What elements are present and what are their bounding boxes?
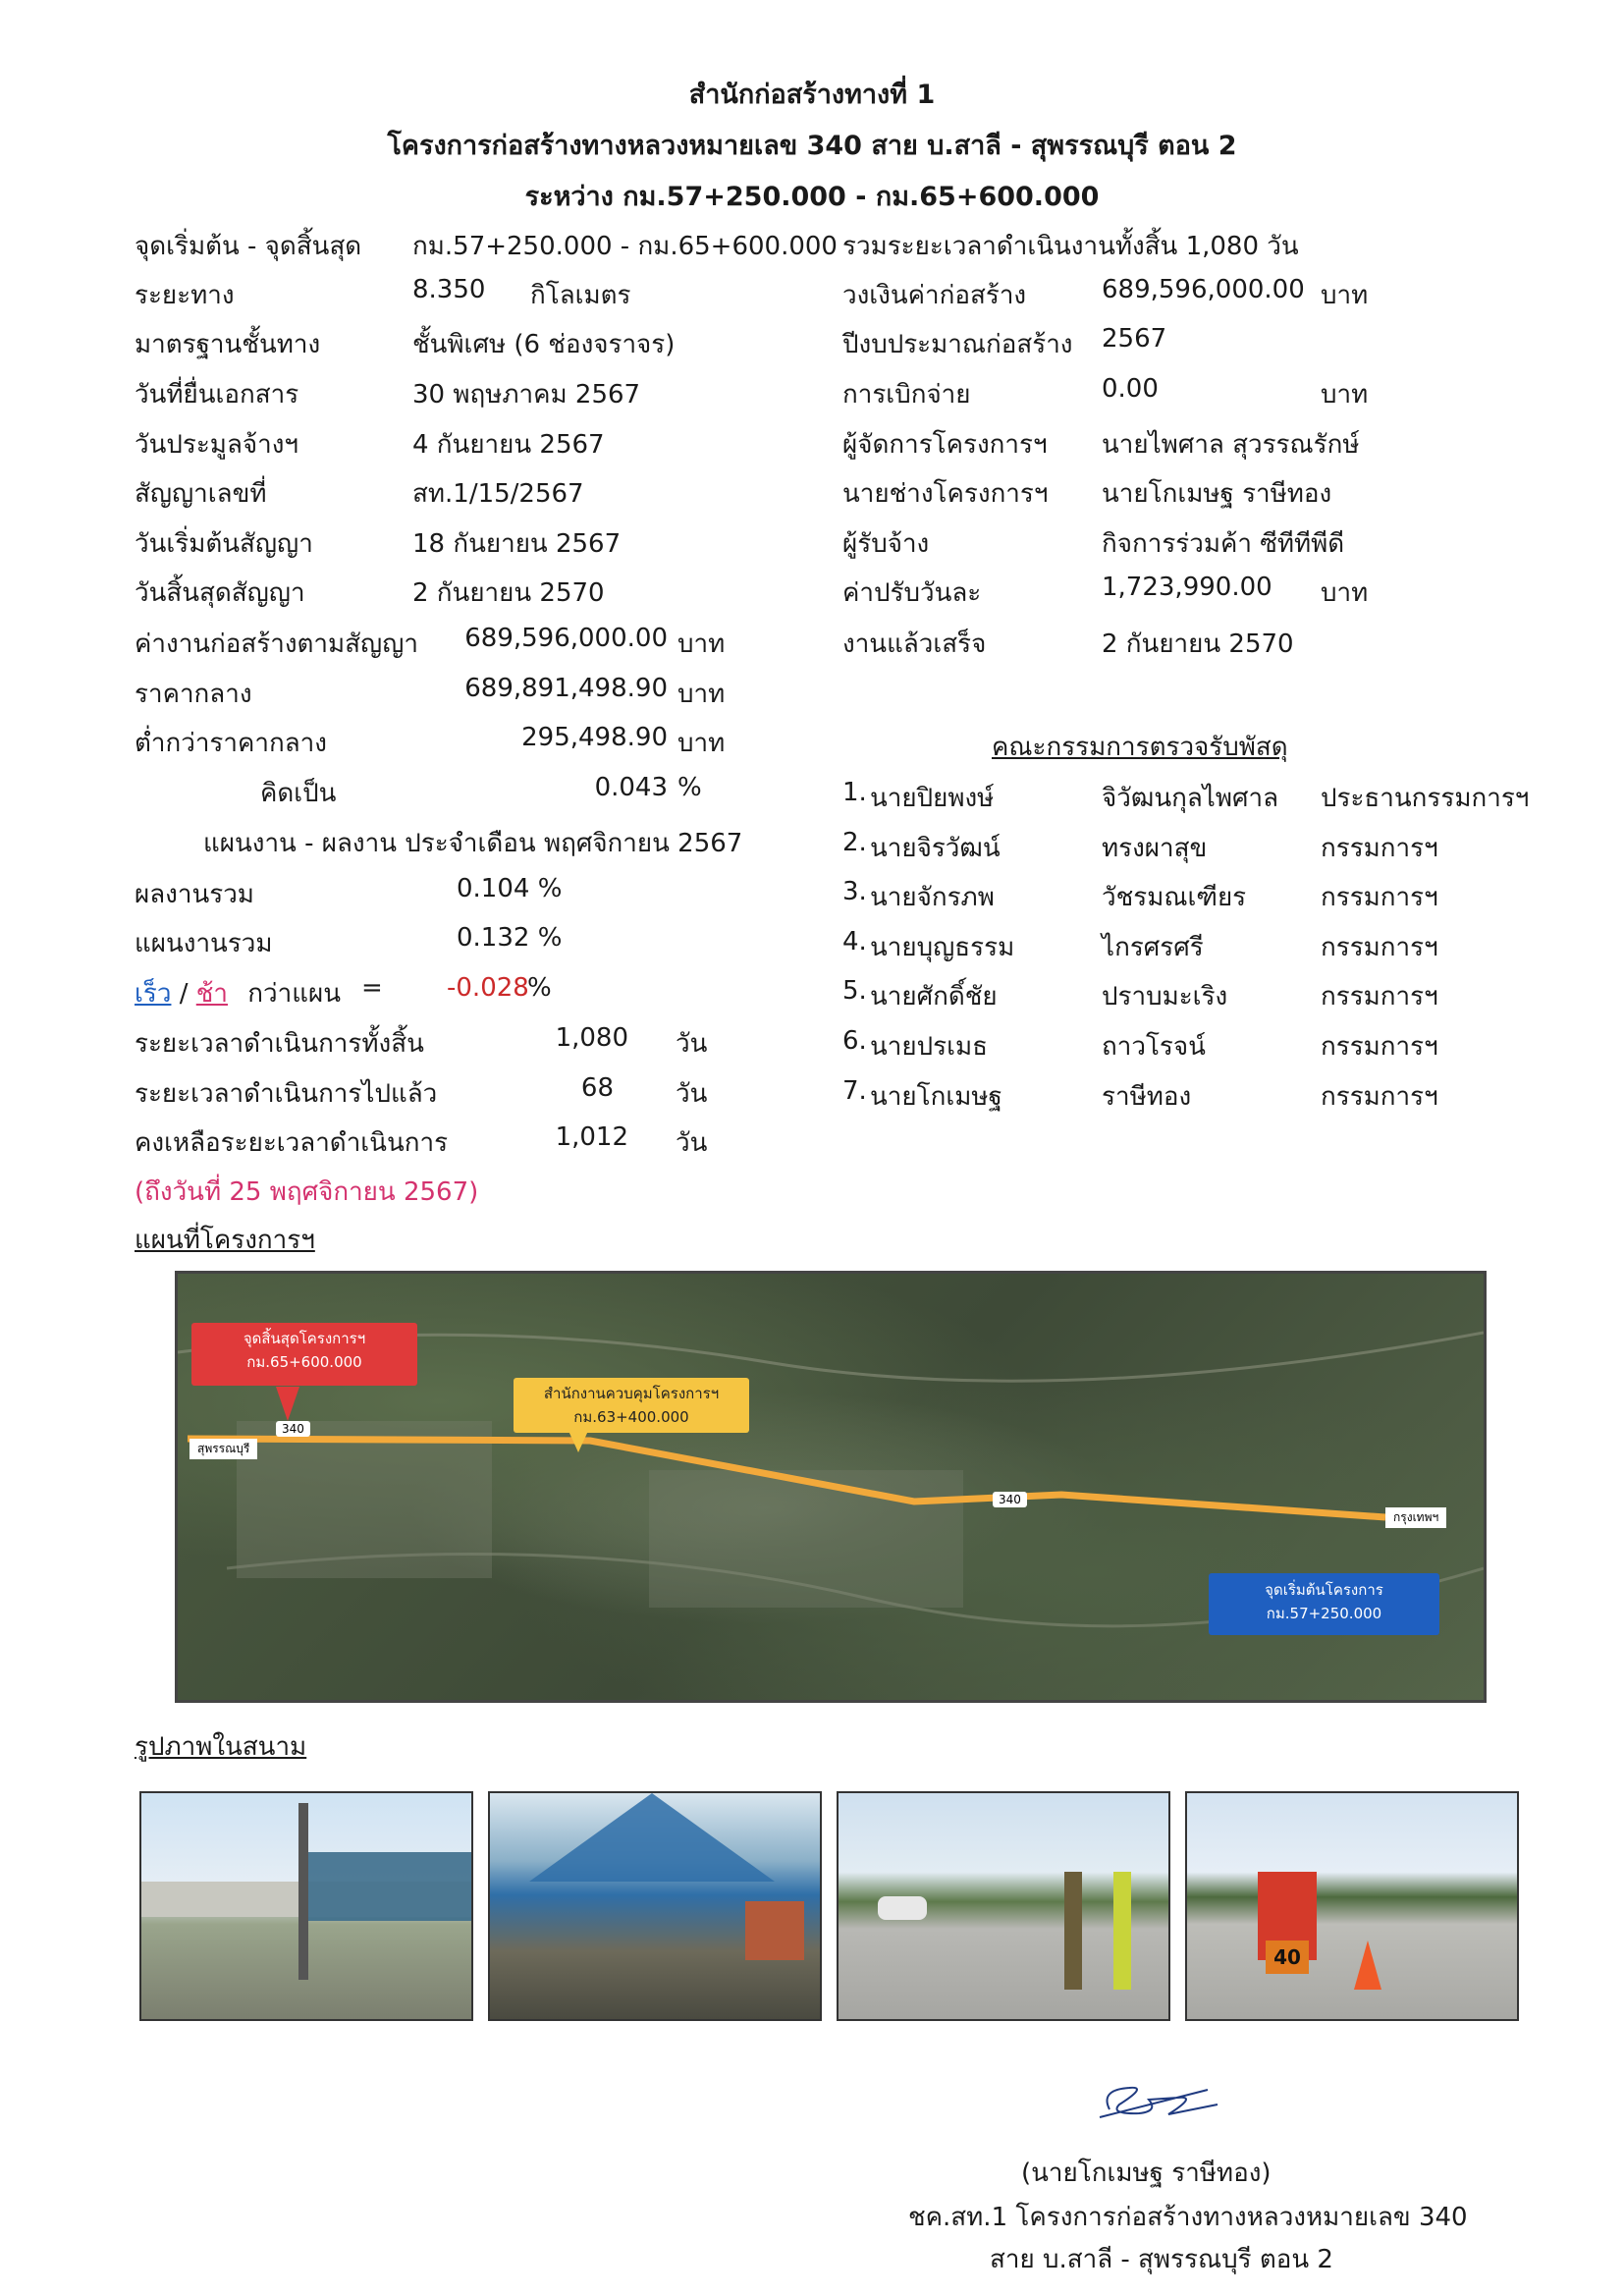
- info-value: 4 กันยายน 2567: [412, 430, 605, 460]
- office-marker: [568, 1431, 588, 1452]
- end-point-callout: [191, 1323, 417, 1386]
- time-value: 68: [580, 1073, 614, 1103]
- member-role: กรรมการฯ: [1321, 834, 1438, 863]
- info-label: ปีงบประมาณก่อสร้าง: [842, 330, 1073, 359]
- member-no: 5.: [842, 976, 867, 1006]
- price-unit: บาท: [677, 629, 726, 659]
- member-last-name: ถาวโรจน์: [1102, 1032, 1206, 1062]
- info-label: งานแล้วเสร็จ: [842, 629, 987, 659]
- member-no: 4.: [842, 927, 867, 957]
- end-point-line-1: จุดสิ้นสุดโครงการฯ: [243, 1330, 366, 1347]
- info-label: สัญญาเลขที่: [135, 479, 267, 509]
- committee-title: คณะกรรมการตรวจรับพัสดุ: [992, 733, 1288, 762]
- total-duration: รวมระยะเวลาดำเนินงานทั้งสิ้น 1,080 วัน: [842, 232, 1299, 261]
- time-label: ระยะเวลาดำเนินการไปแล้ว: [135, 1079, 438, 1109]
- price-unit: บาท: [677, 729, 726, 758]
- signature-scribble: [1090, 2070, 1227, 2129]
- actual-progress-label: ผลงานรวม: [135, 880, 254, 909]
- member-no: 6.: [842, 1026, 867, 1056]
- end-point-marker: [276, 1387, 299, 1421]
- price-unit: บาท: [677, 680, 726, 709]
- info-label: ผู้รับจ้าง: [842, 529, 930, 559]
- end-point-line-2: กม.65+600.000: [246, 1353, 362, 1371]
- signer-position: ชค.สท.1 โครงการก่อสร้างทางหลวงหมายเลข 340: [908, 2203, 1468, 2232]
- as-of-date: (ถึงวันที่ 25 พฤศจิกายน 2567): [135, 1177, 479, 1207]
- time-unit: วัน: [676, 1029, 708, 1059]
- percent-label: คิดเป็น: [260, 779, 337, 808]
- price-value: 689,891,498.90: [464, 674, 668, 703]
- info-value: 18 กันยายน 2567: [412, 529, 622, 559]
- plan-progress-value: 0.132 %: [457, 923, 563, 953]
- info-unit: บาท: [1321, 380, 1369, 410]
- price-label: ค่างานก่อสร้างตามสัญญา: [135, 629, 418, 659]
- member-last-name: ทรงผาสุข: [1102, 834, 1208, 863]
- info-label: วันที่ยื่นเอกสาร: [135, 380, 299, 410]
- info-unit: บาท: [1321, 578, 1369, 608]
- diff-unit: %: [527, 973, 552, 1003]
- field-photo-4: [1185, 1791, 1519, 2021]
- speed-sign: 40: [1266, 1941, 1309, 1974]
- plan-progress-label: แผนงานรวม: [135, 929, 273, 958]
- time-value: 1,080: [555, 1023, 628, 1053]
- member-last-name: วัชรมณเฑียร: [1102, 883, 1247, 912]
- member-no: 3.: [842, 877, 867, 906]
- road-label: 340: [276, 1421, 310, 1437]
- member-first-name: นายจิรวัฒน์: [870, 834, 1001, 863]
- office-line-2: กม.63+400.000: [573, 1408, 689, 1426]
- field-photo-3: [837, 1791, 1170, 2021]
- member-last-name: จิวัฒนกุลไพศาล: [1102, 784, 1279, 813]
- time-label: คงเหลือระยะเวลาดำเนินการ: [135, 1128, 449, 1158]
- office-line-1: สำนักงานควบคุมโครงการฯ: [543, 1385, 720, 1402]
- time-value: 1,012: [555, 1122, 628, 1152]
- header-line-1: สำนักก่อสร้างทางที่ 1: [688, 80, 936, 110]
- price-label: ราคากลาง: [135, 680, 252, 709]
- photos-title: รูปภาพในสนาม: [135, 1732, 307, 1762]
- member-role: กรรมการฯ: [1321, 982, 1438, 1011]
- member-first-name: นายจักรภพ: [870, 883, 995, 912]
- progress-title: แผนงาน - ผลงาน ประจำเดือน พฤศจิกายน 2567: [203, 829, 743, 858]
- start-point-callout: [1209, 1573, 1439, 1635]
- start-point-line-1: จุดเริ่มต้นโครงการ: [1265, 1581, 1383, 1599]
- info-label: มาตรฐานชั้นทาง: [135, 330, 321, 359]
- actual-progress-value: 0.104 %: [457, 874, 563, 903]
- diff-value: -0.028: [447, 973, 529, 1003]
- price-value: 295,498.90: [521, 723, 668, 752]
- info-label: นายช่างโครงการฯ: [842, 479, 1049, 509]
- field-photo-2: [488, 1791, 822, 2021]
- info-value: 689,596,000.00: [1102, 275, 1305, 304]
- percent-unit: %: [677, 773, 702, 802]
- info-value: 8.350: [412, 275, 486, 304]
- member-first-name: นายโกเมษฐ: [870, 1082, 1002, 1112]
- time-unit: วัน: [676, 1079, 708, 1109]
- member-last-name: ราษีทอง: [1102, 1082, 1192, 1112]
- signer-name: (นายโกเมษฐ ราษีทอง): [1021, 2159, 1272, 2188]
- equals-sign: =: [361, 973, 383, 1003]
- member-last-name: ปราบมะเริง: [1102, 982, 1228, 1011]
- office-callout: [514, 1378, 749, 1433]
- member-role: กรรมการฯ: [1321, 933, 1438, 962]
- info-value: กม.57+250.000 - กม.65+600.000: [412, 232, 838, 261]
- info-value: 2 กันยายน 2570: [412, 578, 605, 608]
- info-value: นายไพศาล สุวรรณรักษ์: [1102, 430, 1360, 460]
- info-value: กิจการร่วมค้า ซีทีทีพีดี: [1102, 529, 1345, 559]
- percent-value: 0.043: [594, 773, 668, 802]
- member-first-name: นายบุญธรรม: [870, 933, 1015, 962]
- member-no: 7.: [842, 1076, 867, 1106]
- price-label: ต่ำกว่าราคากลาง: [135, 729, 327, 758]
- price-value: 689,596,000.00: [464, 624, 668, 653]
- map-title: แผนที่โครงการฯ: [135, 1226, 315, 1255]
- project-map: [175, 1271, 1487, 1703]
- info-unit: บาท: [1321, 281, 1369, 310]
- start-point-line-2: กม.57+250.000: [1266, 1605, 1382, 1622]
- slash: /: [179, 979, 189, 1009]
- left-town-sign: สุพรรณบุรี: [189, 1439, 257, 1459]
- member-role: ประธานกรรมการฯ: [1321, 784, 1530, 813]
- ahead-behind-label: [135, 973, 341, 1013]
- info-value: 2 กันยายน 2570: [1102, 629, 1294, 659]
- slow-label: ช้า: [195, 979, 228, 1009]
- vs-plan-label: กว่าแผน: [247, 979, 341, 1009]
- signer-route: สาย บ.สาลี - สุพรรณบุรี ตอน 2: [990, 2245, 1333, 2274]
- header-line-3: ระหว่าง กม.57+250.000 - กม.65+600.000: [524, 182, 1100, 212]
- fast-label: เร็ว: [135, 979, 172, 1009]
- info-label: วันเริ่มต้นสัญญา: [135, 529, 313, 559]
- member-role: กรรมการฯ: [1321, 1082, 1438, 1112]
- member-first-name: นายปรเมธ: [870, 1032, 988, 1062]
- time-label: ระยะเวลาดำเนินการทั้งสิ้น: [135, 1029, 424, 1059]
- member-role: กรรมการฯ: [1321, 883, 1438, 912]
- info-label: ผู้จัดการโครงการฯ: [842, 430, 1048, 460]
- info-value: 30 พฤษภาคม 2567: [412, 380, 641, 410]
- info-value: สท.1/15/2567: [412, 479, 584, 509]
- info-label: วงเงินค่าก่อสร้าง: [842, 281, 1027, 310]
- member-first-name: นายปิยพงษ์: [870, 784, 995, 813]
- info-label: ระยะทาง: [135, 281, 235, 310]
- member-no: 1.: [842, 778, 867, 807]
- info-label: จุดเริ่มต้น - จุดสิ้นสุด: [135, 232, 362, 261]
- info-value: 2567: [1102, 324, 1167, 354]
- header-line-2: โครงการก่อสร้างทางหลวงหมายเลข 340 สาย บ.สาลี - สุพรรณบุรี ตอน 2: [387, 131, 1237, 161]
- member-role: กรรมการฯ: [1321, 1032, 1438, 1062]
- info-value: 1,723,990.00: [1102, 573, 1272, 602]
- info-unit: กิโลเมตร: [530, 281, 631, 310]
- info-label: วันประมูลจ้างฯ: [135, 430, 299, 460]
- member-first-name: นายศักดิ์ชัย: [870, 982, 998, 1011]
- info-value: 0.00: [1102, 374, 1159, 404]
- member-no: 2.: [842, 828, 867, 857]
- right-town-sign: กรุงเทพฯ: [1385, 1507, 1446, 1528]
- field-photo-1: [139, 1791, 473, 2021]
- road-label: 340: [993, 1492, 1027, 1507]
- info-label: การเบิกจ่าย: [842, 380, 971, 410]
- info-value: นายโกเมษฐ ราษีทอง: [1102, 479, 1332, 509]
- info-label: วันสิ้นสุดสัญญา: [135, 578, 305, 608]
- info-value: ชั้นพิเศษ (6 ช่องจราจร): [412, 330, 676, 359]
- member-last-name: ไกรศรศรี: [1102, 933, 1204, 962]
- time-unit: วัน: [676, 1128, 708, 1158]
- info-label: ค่าปรับวันละ: [842, 578, 982, 608]
